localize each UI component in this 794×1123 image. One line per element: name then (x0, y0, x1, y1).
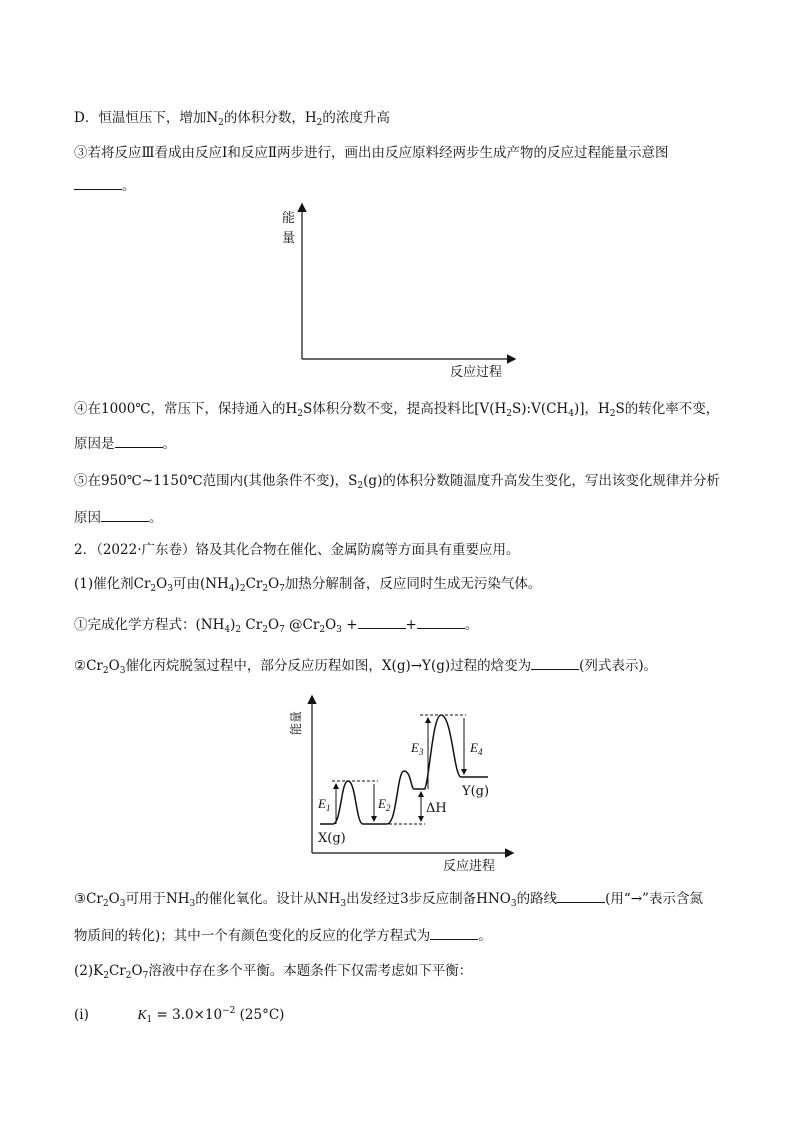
problem-2-title: 2．（2022·广东卷）铬及其化合物在催化、金属防腐等方面具有重要应用。 (74, 542, 520, 558)
question-4-answer: 原因是 。 (74, 436, 176, 452)
question-5-text: ⑤在950℃~1150℃范围内(其他条件不变)，$S_2(g)$的体积分数随温度升高发生变化，写出该变化规律并分析 (74, 473, 720, 491)
question-5-answer: 原因 。 (74, 510, 163, 526)
reaction-energy-curve (320, 715, 488, 824)
question-4-text: ④在1000℃，常压下，保持通入的$H_2S$体积分数不变，提高投料比$[V(H_2S):V(CH_4)]$，$H_2S$的转化率不变， (74, 401, 720, 419)
answer-blank[interactable] (557, 890, 605, 903)
graph1-y-label-2: 量 (282, 231, 296, 246)
label-e1: $E_1$ (318, 796, 331, 813)
label-xg: X(g) (318, 831, 346, 846)
problem-2-part-2: $(2)K_2Cr_2O_7$溶液中存在多个平衡。本题条件下仅需考虑如下平衡： (74, 963, 473, 981)
label-delta-h: ΔH (426, 801, 447, 816)
question-3-text: ③若将反应Ⅲ看成由反应Ⅰ和反应Ⅱ两步进行，画出由反应原料经两步生成产物的反应过程能量示意图 (74, 145, 669, 161)
question-3-answer: 。 (74, 177, 136, 195)
label-e4: $E_4$ (470, 740, 483, 757)
label-yg: Y(g) (462, 784, 490, 799)
graph1-x-label: 反应过程 (450, 365, 503, 380)
label-e2: $E_2$ (378, 796, 391, 813)
equation-3: $③Cr_2O_3$可用于$NH_3$的催化氧化。设计从$NH_3$出发经过3步反应制备$HNO_3$的路线 (用“→”表示含氮 (74, 891, 703, 909)
equation-1: ①完成化学方程式：$(NH_4)_2$ $Cr_2O_7$ $@Cr_2O_3$ + + 。 (74, 617, 479, 635)
equation-3-line2: 物质间的转化)；其中一个有颜色变化的反应的化学方程式为 。 (74, 928, 492, 944)
equilibrium-i: (ⅰ) $K_1 = 3.0\times 10^{-2}$ (25°C) (74, 1006, 285, 1025)
answer-blank[interactable] (430, 927, 478, 940)
equation-2: $②Cr_2O_3$催化丙烷脱氢过程中，部分反应历程如图，X(g)→Y(g)过程的焓变为 (列式表示)。 (74, 658, 658, 676)
option-d: D．恒温恒压下，增加$N_2$的体积分数，$H_2$的浓度升高 (74, 110, 390, 128)
problem-2-part-1: (1)催化剂$Cr_2O_3$可由$(NH_4)_2Cr_2O_7$加热分解制备，反应同时生成无污染气体。 (74, 576, 542, 594)
graph1-y-label-1: 能 (282, 211, 296, 226)
graph2-x-label: 反应进程 (443, 859, 496, 874)
label-e3: $E_3$ (411, 740, 424, 757)
graph2-y-label: 能量 (289, 710, 303, 735)
